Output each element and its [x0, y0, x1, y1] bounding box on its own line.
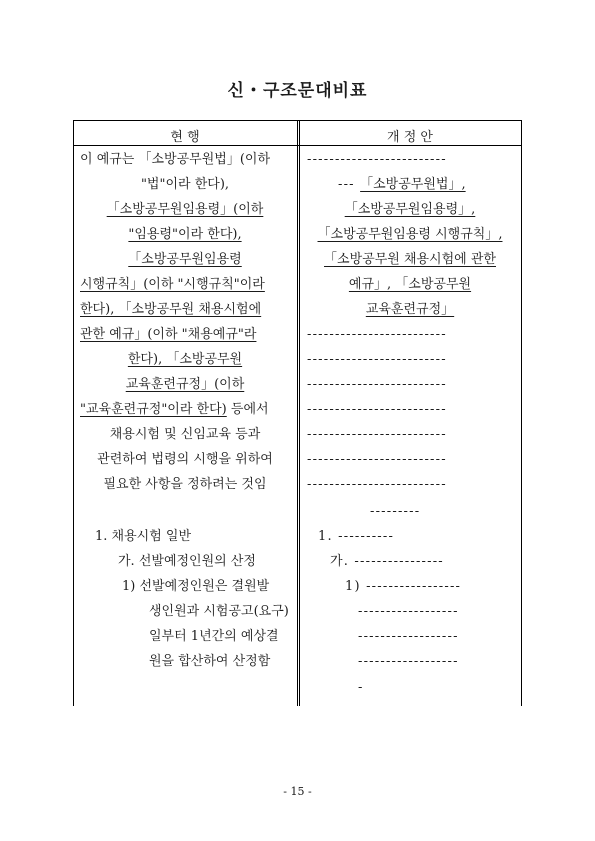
revised-line-6: 예규」, 「소방공무원 — [348, 277, 472, 292]
current-line-8: 관한 예규」(이하 "채용예규"라 — [80, 327, 257, 342]
revised-line-9: ------------------------- — [307, 352, 447, 367]
current-item-1-line-3: 일부터 1년간의 예상결 — [149, 629, 279, 644]
current-line-1: 이 예규는 「소방공무원법」(이하 — [80, 152, 271, 167]
current-line-9: 한다), 「소방공무원 — [127, 352, 243, 367]
column-divider — [297, 120, 298, 706]
revised-line-2 — [338, 177, 466, 193]
revised-item-1-line-1: 1) ----------------- — [345, 579, 462, 594]
revised-line-4: 「소방공무원임용령 시행규칙」, — [317, 227, 503, 242]
revised-line-8: ------------------------- — [307, 327, 447, 342]
header-current: 현 행 — [170, 130, 200, 145]
header-bottom-border — [73, 145, 521, 146]
current-line-14: 필요한 사항을 정하려는 것임 — [103, 477, 267, 492]
revised-line-14: ------------------------- — [307, 477, 447, 492]
revised-item-1-line-2: ------------------ — [358, 604, 459, 619]
current-line-3: 「소방공무원임용령」(이하 — [106, 202, 264, 217]
revised-line-12: ------------------------- — [307, 427, 447, 442]
table-left-border — [73, 120, 74, 706]
current-line-6: 시행규칙」(이하 "시행규칙"이라 — [80, 277, 265, 292]
current-line-2: "법"이라 한다), — [140, 177, 230, 192]
revised-line-5: 「소방공무원 채용시험에 관한 — [324, 252, 496, 267]
column-divider-double — [299, 120, 300, 706]
current-line-11 — [80, 402, 269, 418]
revised-line-15: --------- — [370, 504, 421, 519]
current-line-13: 관련하여 법령의 시행을 위하여 — [97, 452, 273, 467]
header-revised: 개 정 안 — [387, 130, 433, 145]
page-number: - 15 - — [283, 785, 312, 798]
revised-item-1-line-3: ------------------ — [358, 629, 459, 644]
revised-line-13: ------------------------- — [307, 452, 447, 467]
current-line-11-underlined: "교육훈련규정"이라 한다) — [80, 402, 227, 417]
current-line-5: 「소방공무원임용령 — [128, 252, 242, 267]
current-item-1-line-2: 생인원과 시험공고(요구) — [149, 604, 289, 619]
revised-line-2-dashes: --- — [338, 177, 361, 192]
current-line-7: 한다), 「소방공무원 채용시험에 — [80, 302, 262, 317]
current-line-11-rest: 등에서 — [226, 402, 269, 417]
document-title: 신・구조문대비표 — [227, 81, 368, 101]
revised-item-1-line-4: ------------------ — [358, 654, 459, 669]
revised-line-11: ------------------------- — [307, 402, 447, 417]
revised-item-1-line-5: - — [358, 680, 364, 695]
revised-line-10: ------------------------- — [307, 377, 447, 392]
revised-section-1: 1. ---------- — [318, 529, 395, 544]
table-right-border — [521, 120, 522, 706]
current-item-1-line-1: 1) 선발예정인원은 결원발 — [122, 579, 270, 594]
revised-line-2-text: 「소방공무원법」, — [360, 177, 466, 192]
revised-line-3: 「소방공무원임용령」, — [344, 202, 476, 217]
revised-subsection-ga: 가. ---------------- — [330, 554, 444, 569]
current-line-10: 교육훈련규정」(이하 — [125, 377, 245, 392]
revised-line-7: 교육훈련규정」 — [365, 302, 455, 317]
current-section-1: 1. 채용시험 일반 — [95, 529, 192, 544]
revised-line-1: ------------------------- — [307, 152, 447, 167]
current-line-4: "임용령"이라 한다), — [128, 227, 242, 242]
current-line-12: 채용시험 및 신임교육 등과 — [109, 427, 261, 442]
current-item-1-line-4: 원을 합산하여 산정함 — [149, 654, 271, 669]
current-subsection-ga: 가. 선발예정인원의 산정 — [118, 554, 256, 569]
